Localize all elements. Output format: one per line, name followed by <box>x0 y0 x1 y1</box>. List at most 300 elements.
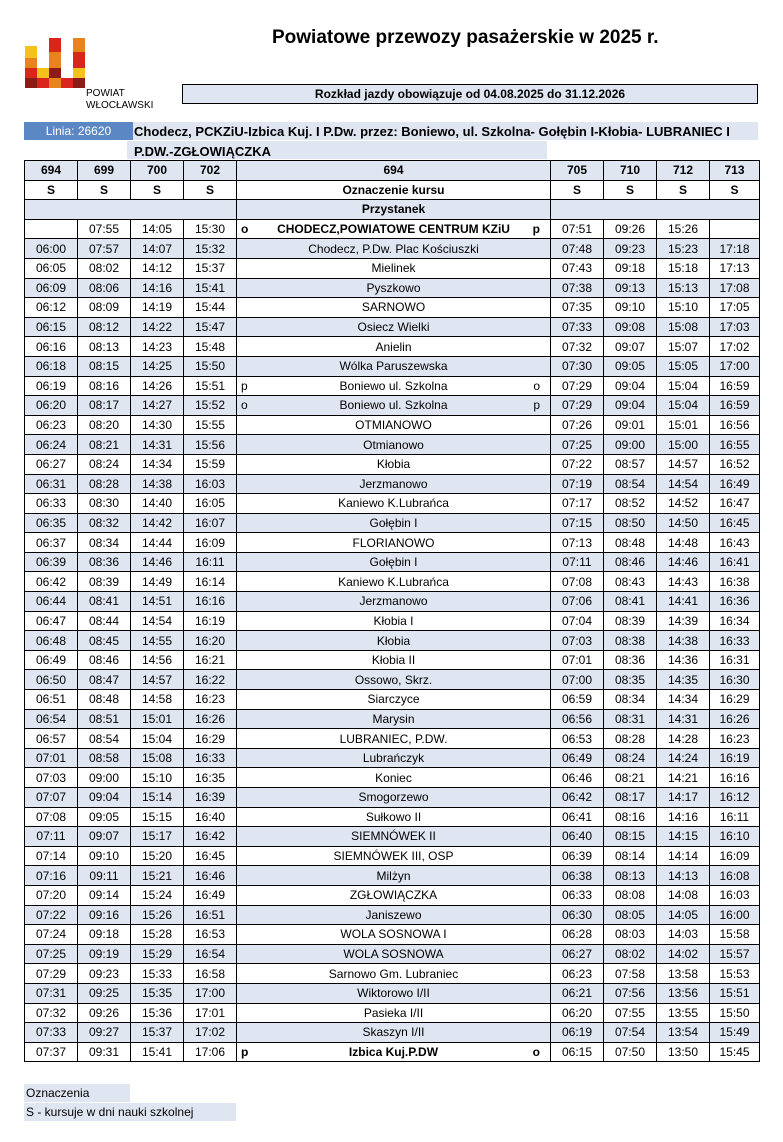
return-time: 15:04 <box>657 376 710 396</box>
stop-name: Gołębin I <box>369 515 418 530</box>
departure-time: 14:31 <box>131 435 184 455</box>
return-time: 07:29 <box>551 396 604 416</box>
stop-name: Anielin <box>375 339 412 354</box>
stop-cell <box>237 827 551 847</box>
return-time: 06:39 <box>551 846 604 866</box>
timetable <box>24 160 760 1062</box>
departure-time: 14:30 <box>131 415 184 435</box>
return-time: 08:28 <box>604 729 657 749</box>
return-time: 15:23 <box>657 239 710 259</box>
return-time: 14:35 <box>657 670 710 690</box>
stop-cell <box>237 592 551 612</box>
departure-time: 14:26 <box>131 376 184 396</box>
return-time: 08:48 <box>604 533 657 553</box>
departure-time: 16:45 <box>184 846 237 866</box>
stop-cell <box>237 572 551 592</box>
return-time: 15:18 <box>657 258 710 278</box>
return-time: 07:06 <box>551 592 604 612</box>
departure-time: 08:58 <box>78 748 131 768</box>
stop-cell <box>237 846 551 866</box>
stop-cell <box>237 1023 551 1043</box>
departure-time: 16:39 <box>184 788 237 808</box>
table-row <box>25 670 760 690</box>
stop-cell <box>237 885 551 905</box>
return-time: 14:38 <box>657 631 710 651</box>
return-time: 16:59 <box>710 396 760 416</box>
stop-cell <box>237 866 551 886</box>
logo-line2: WŁOCŁAWSKI <box>86 100 154 111</box>
departure-time: 14:25 <box>131 356 184 376</box>
return-time: 08:46 <box>604 552 657 572</box>
stop-cell <box>237 454 551 474</box>
return-time: 07:25 <box>551 435 604 455</box>
table-row <box>25 650 760 670</box>
departure-time: 09:27 <box>78 1023 131 1043</box>
departure-time: 14:05 <box>131 219 184 239</box>
table-row <box>25 533 760 553</box>
table-row <box>25 748 760 768</box>
return-time: 15:13 <box>657 278 710 298</box>
designation-label: Oznaczenie kursu <box>237 180 551 200</box>
return-time: 08:21 <box>604 768 657 788</box>
stop-name: ZGŁOWIĄCZKA <box>349 888 438 903</box>
departure-time: 06:18 <box>25 356 78 376</box>
return-time: 17:05 <box>710 298 760 318</box>
departure-time: 07:24 <box>25 925 78 945</box>
departure-time: 15:52 <box>184 396 237 416</box>
return-time: 16:03 <box>710 885 760 905</box>
departure-time: 09:05 <box>78 807 131 827</box>
blank-cell <box>25 200 237 220</box>
departure-time: 14:57 <box>131 670 184 690</box>
return-time: 16:08 <box>710 866 760 886</box>
return-time: 06:59 <box>551 690 604 710</box>
return-time: 14:05 <box>657 905 710 925</box>
departure-time: 08:34 <box>78 533 131 553</box>
logo-text <box>86 88 153 112</box>
departure-time: 16:29 <box>184 729 237 749</box>
return-time: 07:26 <box>551 415 604 435</box>
return-time: 08:41 <box>604 592 657 612</box>
stop-name: Lubrańczyk <box>362 751 425 766</box>
stop-name: Jerzmanowo <box>359 476 428 491</box>
stop-name: WOLA SOSNOWA I <box>340 927 447 942</box>
return-time: 08:35 <box>604 670 657 690</box>
return-time: 09:07 <box>604 337 657 357</box>
return-time: 06:27 <box>551 944 604 964</box>
return-time: 09:26 <box>604 219 657 239</box>
departure-time: 08:13 <box>78 337 131 357</box>
return-time: 07:11 <box>551 552 604 572</box>
stop-cell <box>237 788 551 808</box>
stop-cell <box>237 533 551 553</box>
return-time: 13:56 <box>657 983 710 1003</box>
departure-time: 16:53 <box>184 925 237 945</box>
stop-cell <box>237 768 551 788</box>
return-time: 15:57 <box>710 944 760 964</box>
departure-time: 15:51 <box>184 376 237 396</box>
departure-time: 07:33 <box>25 1023 78 1043</box>
departure-time: 15:37 <box>184 258 237 278</box>
stop-name: Skaszyn I/II <box>362 1025 425 1040</box>
return-time: 15:00 <box>657 435 710 455</box>
stop-cell <box>237 670 551 690</box>
stop-name: FLORIANOWO <box>352 535 435 550</box>
return-time: 16:41 <box>710 552 760 572</box>
course-number: 700 <box>131 161 184 181</box>
table-row <box>25 337 760 357</box>
stop-marker-right: o <box>533 378 540 393</box>
return-time: 07:50 <box>604 1042 657 1062</box>
return-time: 06:38 <box>551 866 604 886</box>
departure-time: 06:50 <box>25 670 78 690</box>
departure-time: 15:36 <box>131 1003 184 1023</box>
return-time: 14:34 <box>657 690 710 710</box>
table-row <box>25 983 760 1003</box>
table-row <box>25 317 760 337</box>
return-time: 07:03 <box>551 631 604 651</box>
table-row <box>25 552 760 572</box>
stop-name: SIEMNÓWEK II <box>351 829 436 844</box>
return-time: 15:07 <box>657 337 710 357</box>
return-time: 14:08 <box>657 885 710 905</box>
stop-cell <box>237 944 551 964</box>
table-row <box>25 846 760 866</box>
departure-time: 15:29 <box>131 944 184 964</box>
return-time: 14:43 <box>657 572 710 592</box>
departure-time: 16:54 <box>184 944 237 964</box>
table-row <box>25 376 760 396</box>
line-number-badge: Linia: 26620 <box>24 122 133 140</box>
return-time: 09:13 <box>604 278 657 298</box>
return-time: 08:14 <box>604 846 657 866</box>
departure-time: 06:39 <box>25 552 78 572</box>
departure-time: 17:02 <box>184 1023 237 1043</box>
departure-time: 16:49 <box>184 885 237 905</box>
table-row <box>25 807 760 827</box>
designation: S <box>604 180 657 200</box>
stop-cell <box>237 905 551 925</box>
route-description: Chodecz, PCKZiU-Izbica Kuj. I P.Dw. przez: Boniewo, ul. Szkolna- Gołębin I-Kłobia- LUBRANIEC I P.DW.-ZGŁOWIĄCZKA <box>134 124 730 159</box>
departure-time: 08:48 <box>78 690 131 710</box>
stop-name: Kaniewo K.Lubrańca <box>338 574 449 589</box>
departure-time <box>25 219 78 239</box>
departure-time: 07:07 <box>25 788 78 808</box>
return-time: 15:26 <box>657 219 710 239</box>
stop-header-row <box>25 200 760 220</box>
stop-cell <box>237 239 551 259</box>
return-time: 17:02 <box>710 337 760 357</box>
departure-time: 15:55 <box>184 415 237 435</box>
departure-time: 06:15 <box>25 317 78 337</box>
return-time: 16:43 <box>710 533 760 553</box>
departure-time: 07:14 <box>25 846 78 866</box>
departure-time: 15:21 <box>131 866 184 886</box>
departure-time: 09:10 <box>78 846 131 866</box>
return-time: 16:47 <box>710 494 760 514</box>
departure-time: 15:59 <box>184 454 237 474</box>
departure-time: 16:14 <box>184 572 237 592</box>
departure-time: 15:30 <box>184 219 237 239</box>
stop-name: Pasieka I/II <box>363 1005 424 1020</box>
departure-time: 16:40 <box>184 807 237 827</box>
departure-time: 15:41 <box>131 1042 184 1062</box>
departure-time: 15:24 <box>131 885 184 905</box>
departure-time: 16:19 <box>184 611 237 631</box>
departure-time: 06:35 <box>25 513 78 533</box>
departure-time: 16:05 <box>184 494 237 514</box>
departure-time: 09:16 <box>78 905 131 925</box>
stop-name: Ossowo, Skrz. <box>354 672 433 687</box>
stop-cell <box>237 219 551 239</box>
return-time: 08:15 <box>604 827 657 847</box>
stop-name: Kłobia <box>376 633 411 648</box>
return-time: 15:58 <box>710 925 760 945</box>
departure-time: 16:23 <box>184 690 237 710</box>
departure-time: 15:17 <box>131 827 184 847</box>
departure-time: 14:38 <box>131 474 184 494</box>
departure-time: 15:20 <box>131 846 184 866</box>
return-time: 07:15 <box>551 513 604 533</box>
return-time <box>710 219 760 239</box>
departure-time: 14:44 <box>131 533 184 553</box>
return-time: 08:54 <box>604 474 657 494</box>
return-time: 07:04 <box>551 611 604 631</box>
stop-cell <box>237 415 551 435</box>
departure-time: 06:12 <box>25 298 78 318</box>
stop-name: Koniec <box>375 770 412 785</box>
table-row <box>25 258 760 278</box>
table-row <box>25 219 760 239</box>
departure-time: 08:46 <box>78 650 131 670</box>
departure-time: 08:39 <box>78 572 131 592</box>
departure-time: 07:16 <box>25 866 78 886</box>
return-time: 17:00 <box>710 356 760 376</box>
table-row <box>25 298 760 318</box>
table-row <box>25 925 760 945</box>
departure-time: 07:22 <box>25 905 78 925</box>
return-time: 16:29 <box>710 690 760 710</box>
departure-time: 06:20 <box>25 396 78 416</box>
departure-time: 08:17 <box>78 396 131 416</box>
return-time: 15:51 <box>710 983 760 1003</box>
departure-time: 08:54 <box>78 729 131 749</box>
departure-time: 08:21 <box>78 435 131 455</box>
return-time: 13:58 <box>657 964 710 984</box>
return-time: 14:46 <box>657 552 710 572</box>
return-time: 17:08 <box>710 278 760 298</box>
stop-name: Boniewo ul. Szkolna <box>339 378 448 393</box>
return-time: 14:14 <box>657 846 710 866</box>
departure-time: 14:27 <box>131 396 184 416</box>
departure-time: 06:47 <box>25 611 78 631</box>
return-time: 07:33 <box>551 317 604 337</box>
return-time: 08:24 <box>604 748 657 768</box>
return-time: 09:08 <box>604 317 657 337</box>
return-time: 07:00 <box>551 670 604 690</box>
return-time: 15:49 <box>710 1023 760 1043</box>
return-time: 06:15 <box>551 1042 604 1062</box>
stop-marker-right: o <box>532 1044 540 1059</box>
stop-name: Siarczyce <box>367 692 420 707</box>
return-time: 06:46 <box>551 768 604 788</box>
departure-time: 14:22 <box>131 317 184 337</box>
legend-item: S - kursuje w dni nauki szkolnej <box>24 1103 236 1121</box>
return-time: 15:50 <box>710 1003 760 1023</box>
return-time: 14:39 <box>657 611 710 631</box>
departure-time: 16:26 <box>184 709 237 729</box>
stop-name: Wiktorowo I/II <box>357 986 430 1001</box>
departure-time: 06:57 <box>25 729 78 749</box>
stop-cell <box>237 494 551 514</box>
table-row <box>25 631 760 651</box>
departure-time: 14:19 <box>131 298 184 318</box>
course-number: 694 <box>25 161 78 181</box>
course-number: 712 <box>657 161 710 181</box>
departure-time: 15:50 <box>184 356 237 376</box>
table-row <box>25 278 760 298</box>
departure-time: 15:08 <box>131 748 184 768</box>
departure-time: 16:33 <box>184 748 237 768</box>
stop-cell <box>237 278 551 298</box>
return-time: 16:00 <box>710 905 760 925</box>
stop-name: Milżyn <box>376 868 411 883</box>
departure-time: 07:31 <box>25 983 78 1003</box>
table-row <box>25 435 760 455</box>
departure-time: 06:51 <box>25 690 78 710</box>
table-row <box>25 827 760 847</box>
departure-time: 14:56 <box>131 650 184 670</box>
stop-cell <box>237 258 551 278</box>
return-time: 07:13 <box>551 533 604 553</box>
return-time: 07:17 <box>551 494 604 514</box>
table-row <box>25 1003 760 1023</box>
return-time: 16:45 <box>710 513 760 533</box>
return-time: 17:13 <box>710 258 760 278</box>
return-time: 16:56 <box>710 415 760 435</box>
return-time: 16:55 <box>710 435 760 455</box>
table-row <box>25 592 760 612</box>
stop-cell <box>237 552 551 572</box>
table-row <box>25 944 760 964</box>
departure-time: 07:25 <box>25 944 78 964</box>
departure-time: 15:26 <box>131 905 184 925</box>
departure-time: 16:51 <box>184 905 237 925</box>
designation: S <box>710 180 760 200</box>
return-time: 15:53 <box>710 964 760 984</box>
return-time: 14:28 <box>657 729 710 749</box>
return-time: 08:52 <box>604 494 657 514</box>
departure-time: 08:02 <box>78 258 131 278</box>
validity-banner: Rozkład jazdy obowiązuje od 04.08.2025 do 31.12.2026 <box>182 84 758 104</box>
departure-time: 06:23 <box>25 415 78 435</box>
course-number: 694 <box>237 161 551 181</box>
stop-cell <box>237 1042 551 1062</box>
return-time: 09:05 <box>604 356 657 376</box>
table-row <box>25 905 760 925</box>
departure-time: 15:44 <box>184 298 237 318</box>
table-row <box>25 572 760 592</box>
return-time: 07:55 <box>604 1003 657 1023</box>
stop-cell <box>237 964 551 984</box>
stop-cell <box>237 376 551 396</box>
return-time: 16:16 <box>710 768 760 788</box>
table-row <box>25 1023 760 1043</box>
departure-time: 06:54 <box>25 709 78 729</box>
departure-time: 08:41 <box>78 592 131 612</box>
stop-cell <box>237 298 551 318</box>
departure-time: 07:03 <box>25 768 78 788</box>
powiat-logo-icon <box>25 38 87 88</box>
return-time: 06:53 <box>551 729 604 749</box>
legend-title: Oznaczenia <box>24 1084 130 1102</box>
return-time: 08:03 <box>604 925 657 945</box>
return-time: 08:38 <box>604 631 657 651</box>
table-row <box>25 729 760 749</box>
logo-line1: POWIAT <box>86 88 125 99</box>
departure-time: 07:29 <box>25 964 78 984</box>
stop-name: Marysin <box>372 711 415 726</box>
designation: S <box>184 180 237 200</box>
departure-time: 08:51 <box>78 709 131 729</box>
departure-time: 06:48 <box>25 631 78 651</box>
departure-time: 09:11 <box>78 866 131 886</box>
table-row <box>25 866 760 886</box>
stop-cell <box>237 435 551 455</box>
departure-time: 16:03 <box>184 474 237 494</box>
return-time: 16:30 <box>710 670 760 690</box>
departure-time: 15:10 <box>131 768 184 788</box>
designation-row <box>25 180 760 200</box>
course-number: 705 <box>551 161 604 181</box>
stop-name: Smogorzewo <box>358 790 429 805</box>
return-time: 16:38 <box>710 572 760 592</box>
departure-time: 14:46 <box>131 552 184 572</box>
stop-name: WOLA SOSNOWA <box>343 947 444 962</box>
table-row <box>25 690 760 710</box>
departure-time: 08:24 <box>78 454 131 474</box>
stop-cell <box>237 337 551 357</box>
departure-time: 09:14 <box>78 885 131 905</box>
return-time: 09:00 <box>604 435 657 455</box>
return-time: 16:19 <box>710 748 760 768</box>
departure-time: 08:28 <box>78 474 131 494</box>
return-time: 16:26 <box>710 709 760 729</box>
return-time: 14:36 <box>657 650 710 670</box>
table-row <box>25 885 760 905</box>
return-time: 14:50 <box>657 513 710 533</box>
table-row <box>25 709 760 729</box>
course-number: 702 <box>184 161 237 181</box>
departure-time: 15:47 <box>184 317 237 337</box>
table-row <box>25 788 760 808</box>
return-time: 15:01 <box>657 415 710 435</box>
departure-time: 14:55 <box>131 631 184 651</box>
departure-time: 09:25 <box>78 983 131 1003</box>
return-time: 15:08 <box>657 317 710 337</box>
return-time: 16:31 <box>710 650 760 670</box>
return-time: 07:56 <box>604 983 657 1003</box>
departure-time: 14:51 <box>131 592 184 612</box>
stop-name: Boniewo ul. Szkolna <box>339 398 448 413</box>
departure-time: 14:16 <box>131 278 184 298</box>
return-time: 07:22 <box>551 454 604 474</box>
departure-time: 06:09 <box>25 278 78 298</box>
departure-time: 07:08 <box>25 807 78 827</box>
departure-time: 14:34 <box>131 454 184 474</box>
departure-time: 06:44 <box>25 592 78 612</box>
return-time: 15:10 <box>657 298 710 318</box>
